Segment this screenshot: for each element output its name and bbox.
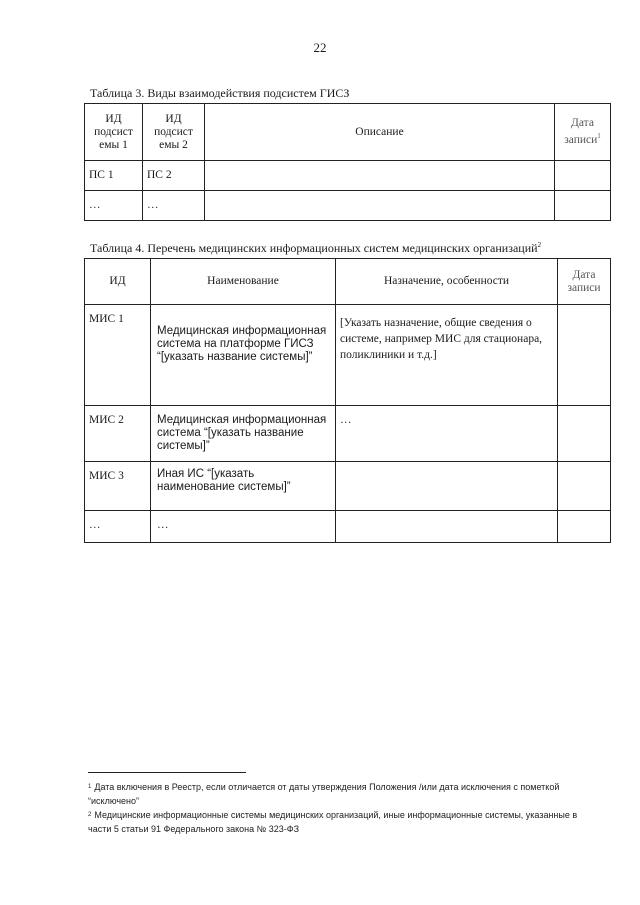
table-row [85,511,611,543]
footnote-separator [88,772,246,773]
table4-cell-id: МИС 3 [85,462,151,511]
table4-cell-date [558,462,611,511]
table3-header-description: Описание [205,104,555,161]
table-row [85,406,611,462]
table4-cell-date [558,406,611,462]
table3-header-id1: ИД подсист емы 1 [85,104,143,161]
table3-cell-description [205,191,555,221]
footnote-2-number: 2 [88,812,92,818]
table3-header-row [85,104,611,161]
table-row [85,462,611,511]
footnote-ref-1: 1 [597,132,601,141]
table4-header-purpose: Назначение, особенности [336,259,558,305]
footnote-1 [88,780,588,808]
table3-cell-description [205,161,555,191]
table4-header-name: Наименование [151,259,336,305]
table-row [85,161,611,191]
table3-subsystem-interactions [84,103,611,221]
table-row [85,191,611,221]
table4-cell-date [558,305,611,406]
table3-cell-date [555,191,611,221]
table3-header-date-label: Дата записи [564,117,598,146]
table4-cell-name: Медицинская информационная система на платформе ГИСЗ “[указать название системы]” [151,305,336,406]
table4-header-id: ИД [85,259,151,305]
footnote-1-text: Дата включения в Реестр, если отличается от даты утверждения Положения /или дата исключения с пометкой “исключено” [88,782,560,806]
table4-header-date: Дата записи [558,259,611,305]
footnote-2 [88,808,588,836]
table3-header-date [555,104,611,161]
table4-cell-purpose [336,511,558,543]
footnote-1-number: 1 [88,784,92,790]
table4-cell-name: Иная ИС “[указать наименование системы]” [151,462,336,511]
table3-header-id2: ИД подсист емы 2 [143,104,205,161]
table4-cell-purpose [336,462,558,511]
table3-cell-date [555,161,611,191]
footnote-ref-2: 2 [537,241,542,249]
table4-cell-purpose: … [336,406,558,462]
table-row [85,305,611,406]
table3-cell-id2: ПС 2 [143,161,205,191]
table4-caption [90,241,541,256]
table4-cell-purpose: [Указать назначение, общие сведения о системе, например МИС для стационара, поликлиники и т.д.] [336,305,558,406]
table4-medical-info-systems [84,258,611,543]
table4-cell-id: МИС 2 [85,406,151,462]
table3-cell-id1: … [85,191,143,221]
table4-cell-date [558,511,611,543]
table3-caption: Таблица 3. Виды взаимодействия подсистем ГИСЗ [90,86,350,100]
table4-cell-name: … [151,511,336,543]
table3-cell-id1: ПС 1 [85,161,143,191]
table4-header-row [85,259,611,305]
footnote-2-text: Медицинские информационные системы медицинских организаций, иные информационные системы, указанные в части 5 статьи 91 Федерального закона № 323-ФЗ [88,810,578,834]
table4-caption-text: Таблица 4. Перечень медицинских информационных систем медицинских организаций [90,241,538,255]
page-number: 22 [313,40,327,55]
table3-cell-id2: … [143,191,205,221]
table4-cell-name: Медицинская информационная система “[указать название системы]” [151,406,336,462]
table4-cell-id: … [85,511,151,543]
table4-cell-id: МИС 1 [85,305,151,406]
